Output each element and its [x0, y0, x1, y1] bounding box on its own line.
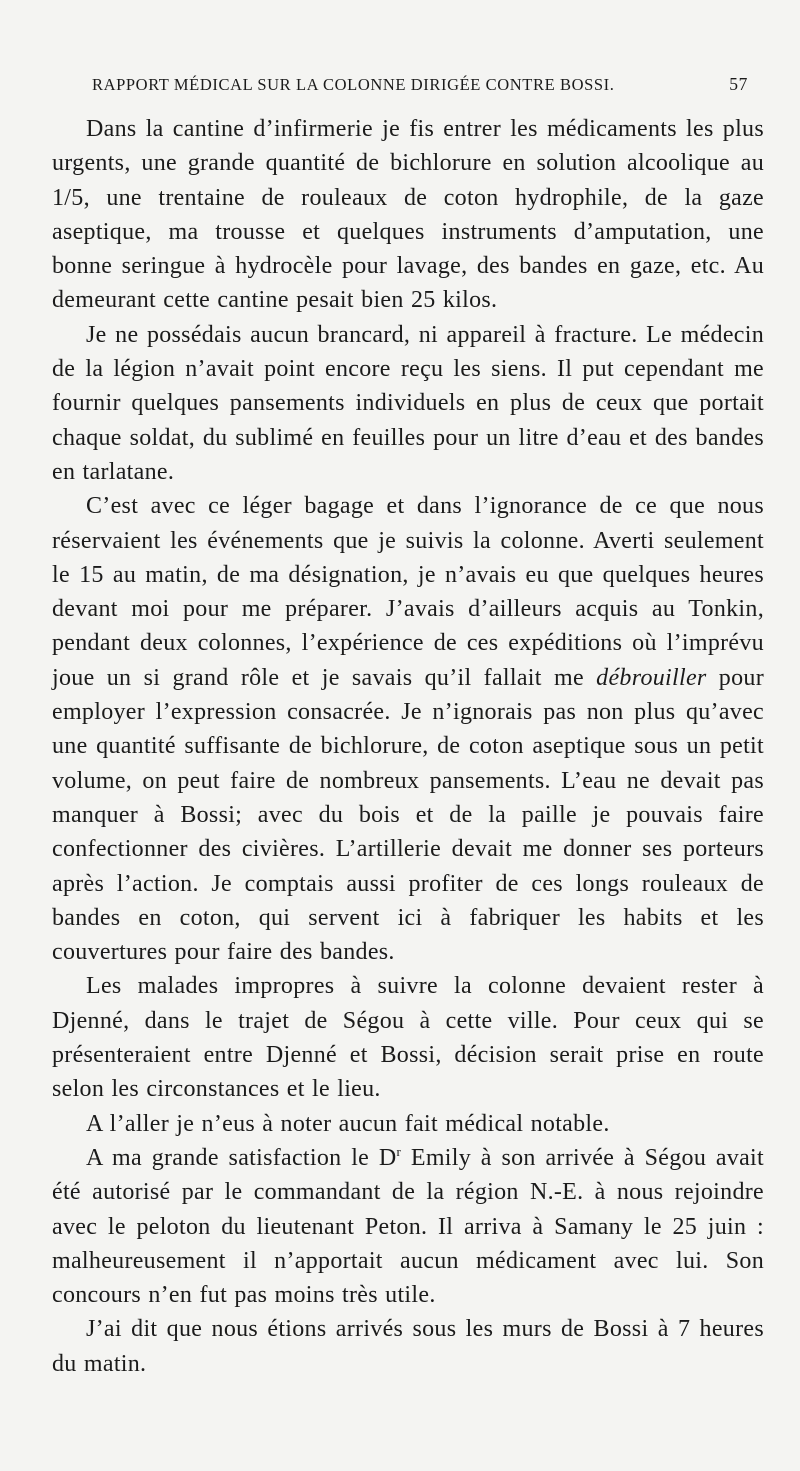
page-number: 57	[729, 74, 748, 94]
paragraph-text-after: Emily à son arrivée à Ségou avait été autorisé par le commandant de la région N.-E. à nous rejoindre avec le peloton du lieutenant Peton. Il arriva à Samany le 25 juin : malheureusement il n’apportait aucun médicament avec lui. Son concours n’en fut pas moins très utile.	[52, 1144, 764, 1309]
paragraph-arrival-bossi: J’ai dit que nous étions arrivés sous les murs de Bossi à 7 heures du matin.	[52, 1316, 764, 1377]
paragraph-text-after: pour employer l’expression consacrée. Je n’ignorais pas non plus qu’avec une quantité suffisante de bichlorure, de coton aseptique sous un petit volume, on peut faire de nombreux pansements. L’eau ne devait pas manquer à Bossi; avec du bois et de la paille je pouvais faire confectionner des civières. L’artillerie devait me donner ses porteurs après l’action. Je comptais aussi profiter de ces longs rouleaux de bandes en coton, qui servent ici à fabriquer les habits et les couvertures pour faire des bandes.	[52, 664, 764, 966]
title-superscript: r	[396, 1143, 402, 1159]
emphasized-word: débrouiller	[596, 664, 707, 691]
running-title: RAPPORT MÉDICAL SUR LA COLONNE DIRIGÉE CONTRE BOSSI.	[92, 75, 615, 94]
paragraph-text-before: A ma grande satisfaction le D	[86, 1144, 397, 1171]
body-text	[52, 112, 764, 1381]
paragraph-sick-at-djenne: Les malades impropres à suivre la colonne devaient rester à Djenné, dans le trajet de Ségou à cette ville. Pour ceux qui se présenteraient entre Djenné et Bossi, décision serait prise en route selon les circonstances et le lieu.	[52, 973, 764, 1103]
paragraph-outbound: A l’aller je n’eus à noter aucun fait médical notable.	[86, 1110, 610, 1137]
paragraph-dr-emily	[52, 1141, 764, 1312]
paragraph-infirmary-canteen: Dans la cantine d’infirmerie je fis entrer les médicaments les plus urgents, une grande quantité de bichlorure en solution alcoolique au 1/5, une trentaine de rouleaux de coton hydrophile, de la gaze aseptique, ma trousse et quelques instruments d’amputation, une bonne seringue à hydrocèle pour lavage, des bandes en gaze, etc. Au demeurant cette cantine pesait bien 25 kilos.	[52, 116, 764, 314]
paragraph-light-baggage	[52, 489, 764, 969]
paragraph-no-stretcher: Je ne possédais aucun brancard, ni appareil à fracture. Le médecin de la légion n’avait point encore reçu les siens. Il put cependant me fournir quelques pansements individuels en plus de ceux que portait chaque soldat, du sublimé en feuilles pour un litre d’eau et des bandes en tarlatane.	[52, 321, 764, 485]
page-header	[92, 74, 748, 98]
paragraph-text-before: C’est avec ce léger bagage et dans l’ignorance de ce que nous réservaient les événements que je suivis la colonne. Averti seulement le 15 au matin, de ma désignation, je n’avais eu que quelques heures devant moi pour me préparer. J’avais d’ailleurs acquis au Tonkin, pendant deux colonnes, l’expérience de ces expéditions où l’imprévu joue un si grand rôle et je savais qu’il fallait me	[52, 493, 764, 691]
